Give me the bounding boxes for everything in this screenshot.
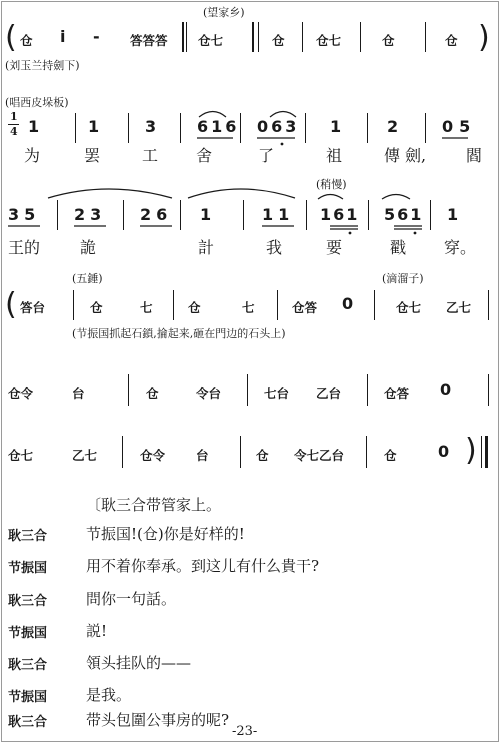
lyric: 劍,: [405, 146, 427, 165]
note-group: 561: [384, 205, 424, 224]
barline: [247, 374, 248, 406]
lyric: 王的: [8, 238, 41, 257]
lyric: 要: [326, 238, 343, 257]
stage-note: (节振国抓起石鎖,掄起来,砸在門边的石头上): [72, 327, 286, 340]
perc-symbol: 仓: [384, 448, 397, 463]
barline: [366, 436, 367, 468]
perc-symbol: 仓: [90, 300, 103, 315]
note-high-one: i: [60, 27, 66, 46]
barline: [73, 290, 74, 320]
percussion-label: (五錘): [72, 272, 103, 285]
open-paren: (: [5, 20, 17, 55]
note-group: 35: [8, 205, 41, 224]
note: 1: [200, 205, 212, 224]
perc-symbol: 仓令: [8, 386, 34, 401]
lyric: 穿。: [444, 238, 477, 257]
barline: [488, 374, 489, 406]
barline: [128, 374, 129, 406]
lyric: 戳: [390, 238, 407, 257]
dialogue-line: 用不着你奉承。到这儿有什么貴干?: [86, 557, 320, 575]
final-barline-thick: [485, 436, 488, 468]
rest: 0: [438, 442, 450, 461]
aria-label: (唱西皮垛板): [5, 96, 69, 109]
page-number: -23-: [232, 724, 258, 739]
speaker: 耿三合: [8, 594, 48, 609]
barline: [240, 436, 241, 468]
lyric: 了: [258, 146, 275, 165]
perc-symbol: 乙台: [316, 386, 342, 401]
note-group: 616: [197, 117, 240, 136]
lyric: 閻: [466, 146, 483, 165]
stage-note: (刘玉兰持劍下): [5, 59, 80, 72]
perc-symbol: 仓: [256, 448, 269, 463]
lyric: 舍: [196, 146, 213, 165]
note-group: 26: [140, 205, 173, 224]
perc-symbol: 仓答: [384, 386, 410, 401]
perc-symbol: 仓: [445, 33, 458, 48]
lyric: 罢: [84, 146, 101, 165]
time-sig-top: 1: [10, 110, 18, 123]
perc-symbol: 仓令: [140, 448, 166, 463]
lyric: 詭: [80, 238, 97, 257]
perc-symbol: 仓: [188, 300, 201, 315]
speaker: 节振国: [8, 626, 48, 641]
perc-symbol: 仓七: [316, 33, 342, 48]
lyric: 計: [198, 238, 215, 257]
rest: 0: [440, 380, 452, 399]
rest: 0: [342, 294, 354, 313]
perc-symbol: 七: [242, 300, 255, 315]
tune-label: (望家乡): [203, 6, 245, 19]
note-group: 23: [74, 205, 107, 224]
perc-symbol: 七台: [264, 386, 290, 401]
dialogue-line: 問你一句話。: [86, 590, 177, 608]
note-group: 11: [262, 205, 295, 224]
perc-symbol: 仓: [146, 386, 159, 401]
note: 3: [145, 117, 157, 136]
speaker: 耿三合: [8, 529, 48, 544]
lyric: 我: [266, 238, 283, 257]
note: 1: [88, 117, 100, 136]
perc-symbol: 台: [72, 386, 85, 401]
lyric: 祖: [326, 146, 343, 165]
note: 1: [330, 117, 342, 136]
perc-symbol: 令七乙台: [294, 448, 345, 463]
dialogue-line: 是我。: [86, 686, 132, 704]
lyric: 为: [24, 146, 41, 165]
tune-label: (滴溜子): [382, 272, 424, 285]
barline: [374, 290, 375, 320]
speaker: 耿三合: [8, 658, 48, 673]
perc-symbol: 仓: [272, 33, 285, 48]
speaker: 耿三合: [8, 715, 48, 730]
time-sig-bottom: 4: [10, 125, 18, 138]
perc-symbol: 七: [140, 300, 153, 315]
note-group: 161: [320, 205, 360, 224]
note-group: 05: [442, 117, 477, 136]
dialogue-line: 节振国!(仓)你是好样的!: [86, 525, 245, 543]
perc-symbol: 令台: [196, 386, 222, 401]
tempo-label: (稍慢): [316, 178, 347, 191]
barline: [277, 290, 278, 320]
perc-symbol: 仓: [20, 33, 33, 48]
perc-symbol: 乙七: [446, 300, 472, 315]
lyric: 工: [142, 146, 159, 165]
lyric: 傳: [384, 146, 401, 165]
note: 1: [28, 117, 40, 136]
close-paren: ): [465, 433, 477, 468]
perc-symbol: 仓七: [8, 448, 34, 463]
dialogue-line: 带头包圍公事房的呢?: [86, 711, 230, 729]
note-group: 063: [257, 117, 300, 136]
speaker: 节振国: [8, 561, 48, 576]
barline: [173, 290, 174, 320]
barline: [122, 436, 123, 468]
barline: [488, 290, 489, 320]
barline: [367, 374, 368, 406]
close-paren: ): [478, 20, 490, 55]
perc-symbol: 答台: [20, 300, 46, 315]
dialogue-line: 説!: [86, 622, 108, 640]
perc-symbol: 台: [196, 448, 209, 463]
stage-direction: 〔耿三合带管家上。: [86, 496, 222, 514]
note: 1: [447, 205, 459, 224]
final-barline: [481, 436, 482, 468]
perc-symbol: 答答答: [130, 33, 168, 48]
open-paren: (: [5, 287, 17, 322]
perc-symbol: 仓七: [396, 300, 422, 315]
perc-symbol: 仓七: [198, 33, 224, 48]
dash: -: [93, 27, 100, 46]
note: 2: [387, 117, 399, 136]
perc-symbol: 仓: [382, 33, 395, 48]
speaker: 节振国: [8, 690, 48, 705]
perc-symbol: 乙七: [72, 448, 98, 463]
dialogue-line: 領头挂队的——: [86, 654, 192, 672]
perc-symbol: 仓答: [292, 300, 318, 315]
